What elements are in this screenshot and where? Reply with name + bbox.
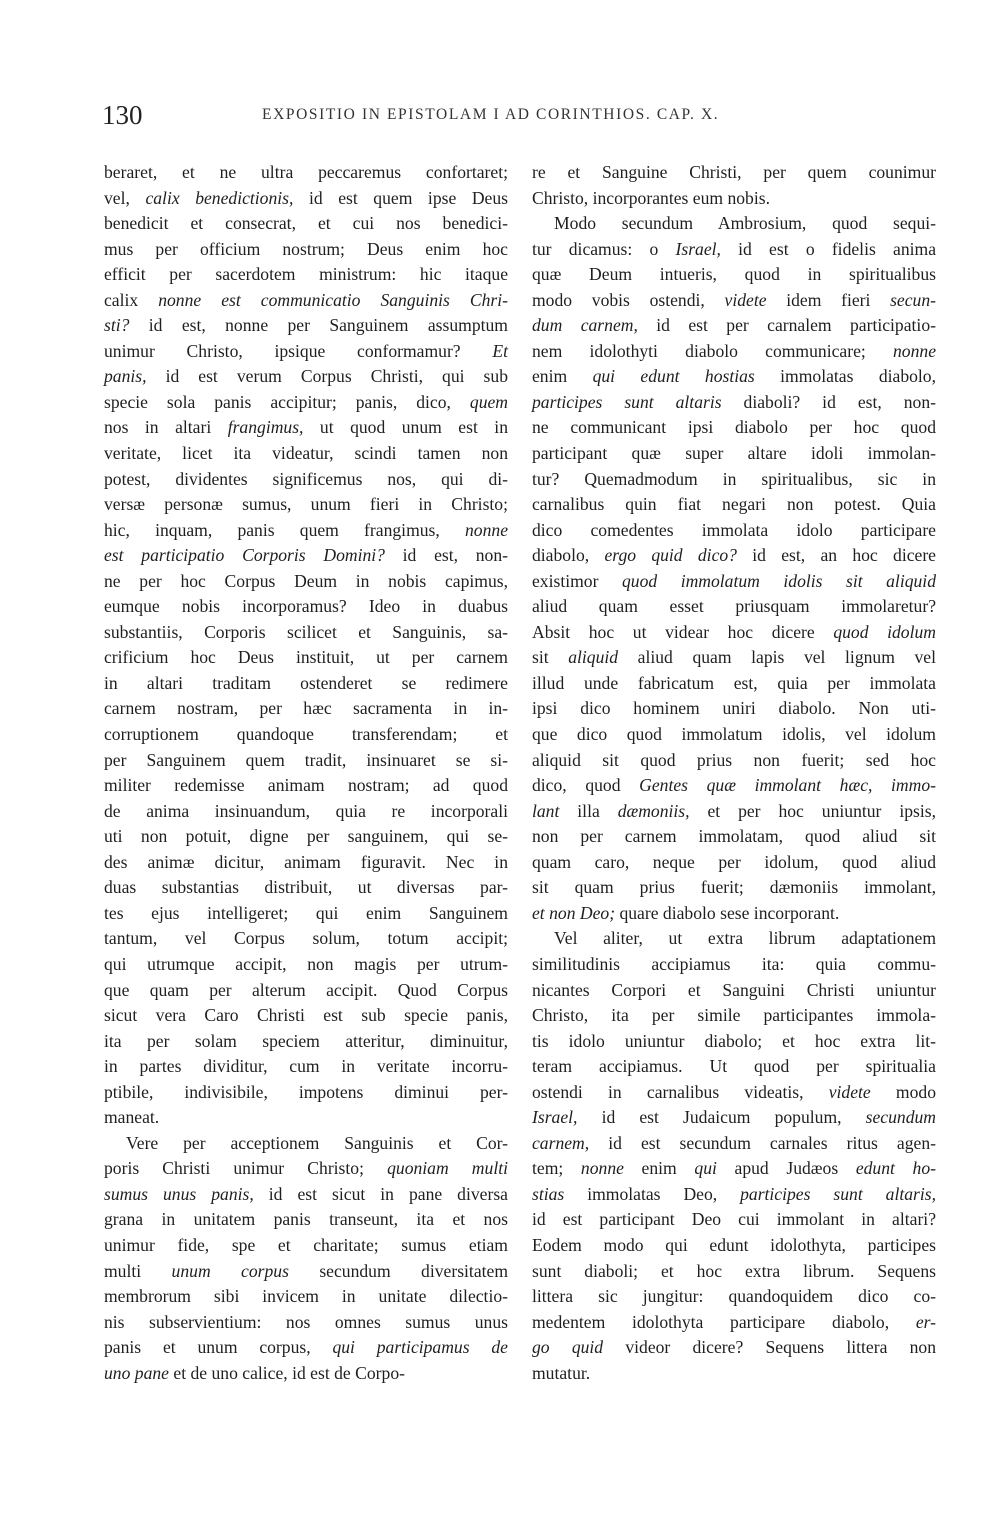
text-line: de anima insinuandum, quia re incorporali <box>104 800 508 821</box>
text-line: diabolo, ergo quid dico? id est, an hoc dicere <box>532 545 936 566</box>
text-line: id est participant Deo cui immolant in altari? <box>532 1209 936 1230</box>
text-line: sicut vera Caro Christi est sub specie panis, <box>104 1005 508 1026</box>
text-line: mutatur. <box>532 1362 591 1383</box>
text-line: dico, quod Gentes quæ immolant hæc, immo- <box>532 775 936 796</box>
text-line: tes ejus intelligeret; qui enim Sanguinem <box>104 902 508 923</box>
text-line: lant illa dæmoniis, et per hoc uniuntur ipsis, <box>532 800 936 821</box>
text-line: Absit hoc ut videar hoc dicere quod idolum <box>532 621 936 642</box>
text-line: militer redemisse animam nostram; ad quod <box>104 775 508 796</box>
text-line: membrorum sibi invicem in unitate dilectio- <box>104 1286 508 1307</box>
text-line: benedicit et consecrat, et cui nos benedici- <box>104 213 508 234</box>
text-line: uno pane et de uno calice, id est de Corpo- <box>104 1362 405 1383</box>
text-line: des animæ dicitur, animam figuravit. Nec in <box>104 851 508 872</box>
text-line: hic, inquam, panis quem frangimus, nonne <box>104 519 508 540</box>
text-line: Vel aliter, ut extra librum adaptationem <box>554 928 936 949</box>
text-line: eumque nobis incorporamus? Ideo in duabus <box>104 596 508 617</box>
text-line: duas substantias distribuit, ut diversas par- <box>104 877 508 898</box>
text-line: panis, id est verum Corpus Christi, qui sub <box>104 366 508 387</box>
text-line: Eodem modo qui edunt idolothyta, participes <box>532 1234 936 1255</box>
text-line: carnem, id est secundum carnales ritus agen- <box>532 1132 936 1153</box>
text-line: carnem nostram, per hæc sacramenta in in- <box>104 698 508 719</box>
text-line: sti? id est, nonne per Sanguinem assumptum <box>104 315 508 336</box>
text-line: Vere per acceptionem Sanguinis et Cor- <box>126 1132 508 1153</box>
text-line: stias immolatas Deo, participes sunt altaris, <box>532 1183 937 1204</box>
text-line: ne per hoc Corpus Deum in nobis capimus, <box>104 570 508 591</box>
text-line: aliquid sit quod prius non fuerit; sed hoc <box>532 749 936 770</box>
text-line: non per carnem immolatam, quod aliud sit <box>532 826 936 847</box>
text-line: sit quam prius fuerit; dæmoniis immolant, <box>532 877 936 898</box>
text-line: Christo, ita per simile participantes immola- <box>532 1005 936 1026</box>
page-number: 130 <box>102 100 143 130</box>
text-line: est participatio Corporis Domini? id est, non- <box>104 545 508 566</box>
text-line: littera sic jungitur: quandoquidem dico co- <box>532 1286 936 1307</box>
text-line: ne communicant ipsi diabolo per hoc quod <box>532 417 936 438</box>
text-line: teram accipiamus. Ut quod per spiritualia <box>532 1056 936 1077</box>
text-line: nis subservientium: nos omnes sumus unus <box>104 1311 508 1332</box>
text-line: substantiis, Corporis scilicet et Sanguinis, sa- <box>104 621 508 642</box>
text-line: sumus unus panis, id est sicut in pane diversa <box>104 1183 508 1204</box>
text-line: Christo, incorporantes eum nobis. <box>532 187 770 208</box>
text-line: tantum, vel Corpus solum, totum accipit; <box>104 928 508 949</box>
text-line: ipsi dico hominem uniri diabolo. Non uti- <box>532 698 936 719</box>
text-line: tur dicamus: o Israel, id est o fidelis anima <box>532 238 936 259</box>
text-line: et non Deo; quare diabolo sese incorporant. <box>532 902 840 923</box>
text-line: nicantes Corpori et Sanguini Christi uniuntur <box>532 979 936 1000</box>
text-line: crificium hoc Deus instituit, ut per carnem <box>104 647 508 668</box>
text-line: calix nonne est communicatio Sanguinis Chri- <box>104 289 508 310</box>
text-line: potest, dividentes significemus nos, qui di- <box>104 468 508 489</box>
text-line: nem idolothyti diabolo communicare; nonne <box>532 340 936 361</box>
text-line: grana in unitatem panis transeunt, ita et nos <box>104 1209 508 1230</box>
text-line: veritate, licet ita videatur, scindi tamen non <box>104 443 508 464</box>
text-line: vel, calix benedictionis, id est quem ipse Deus <box>104 187 508 208</box>
text-line: beraret, et ne ultra peccaremus confortaret; <box>104 162 508 182</box>
text-line: illud unde fabricatum est, quia per immolata <box>532 672 936 693</box>
text-line: mus per officium nostrum; Deus enim hoc <box>104 238 508 259</box>
text-line: dum carnem, id est per carnalem participatio- <box>532 315 936 336</box>
text-line: aliud quam esset priusquam immolaretur? <box>532 596 936 617</box>
text-line: Modo secundum Ambrosium, quod sequi- <box>554 213 936 234</box>
text-line: enim qui edunt hostias immolatas diabolo, <box>532 366 936 387</box>
text-line: que quam per alterum accipit. Quod Corpus <box>104 979 508 1000</box>
text-line: carnalibus quin fiat negari non potest. Quia <box>532 494 936 515</box>
text-line: versæ personæ sumus, unum fieri in Christo; <box>104 494 508 515</box>
text-line: poris Christi unimur Christo; quoniam multi <box>104 1158 508 1179</box>
text-line: existimor quod immolatum idolis sit aliquid <box>532 570 936 591</box>
page-header <box>102 100 782 134</box>
text-line: re et Sanguine Christi, per quem counimur <box>532 162 936 182</box>
text-line: efficit per sacerdotem ministrum: hic itaque <box>104 264 508 285</box>
text-line: ptibile, indivisibile, impotens diminui per- <box>104 1081 508 1102</box>
text-line: sunt diaboli; et hoc extra librum. Sequens <box>532 1260 936 1281</box>
text-line: participant quæ super altare idoli immolan- <box>532 443 936 464</box>
text-line: nos in altari frangimus, ut quod unum est in <box>104 417 508 438</box>
text-line: similitudinis accipiamus ita: quia commu- <box>532 953 936 974</box>
text-line: unimur fide, spe et charitate; sumus etiam <box>104 1234 508 1255</box>
text-line: unimur Christo, ipsique conformamur? Et <box>104 340 508 361</box>
text-line: tis idolo uniuntur diabolo; et hoc extra lit- <box>532 1030 936 1051</box>
text-line: qui utrumque accipit, non magis per utrum- <box>104 953 508 974</box>
text-line: panis et unum corpus, qui participamus de <box>104 1337 508 1358</box>
text-line: go quid videor dicere? Sequens littera non <box>532 1337 937 1358</box>
text-line: in partes dividitur, cum in veritate incorru- <box>104 1056 508 1077</box>
text-line: Israel, id est Judaicum populum, secundum <box>532 1107 936 1128</box>
text-line: uti non potuit, digne per sanguinem, qui se- <box>104 826 508 847</box>
text-line: quam caro, neque per idolum, quod aliud <box>532 851 936 872</box>
text-line: ostendi in carnalibus videatis, videte modo <box>532 1081 936 1102</box>
text-line: tem; nonne enim qui apud Judæos edunt ho- <box>532 1158 936 1179</box>
text-line: participes sunt altaris diaboli? id est, non- <box>532 391 936 412</box>
text-line: modo vobis ostendi, videte idem fieri secun- <box>532 289 936 310</box>
text-line: in altari traditam ostenderet se redimere <box>104 672 508 693</box>
text-line: ita per solam speciem atteritur, diminuitur, <box>104 1030 508 1051</box>
right-text-column <box>532 160 936 1386</box>
text-line: medentem idolothyta participare diabolo, er- <box>532 1311 936 1332</box>
text-line: specie sola panis accipitur; panis, dico, quem <box>104 391 508 412</box>
text-line: maneat. <box>104 1107 160 1128</box>
text-line: que dico quod immolatum idolis, vel idolum <box>532 724 936 745</box>
text-line: dico comedentes immolata idolo participare <box>532 519 936 540</box>
text-line: tur? Quemadmodum in spiritualibus, sic in <box>532 468 936 489</box>
text-line: sit aliquid aliud quam lapis vel lignum vel <box>532 647 936 668</box>
text-line: multi unum corpus secundum diversitatem <box>104 1260 509 1281</box>
text-line: quæ Deum intueris, quod in spiritualibus <box>532 264 936 285</box>
left-text-column <box>104 160 508 1386</box>
text-line: per Sanguinem quem tradit, insinuaret se si- <box>104 749 508 770</box>
text-line: corruptionem quandoque transferendam; et <box>104 724 508 745</box>
running-title: EXPOSITIO IN EPISTOLAM I AD CORINTHIOS. CAP. X. <box>262 106 720 123</box>
